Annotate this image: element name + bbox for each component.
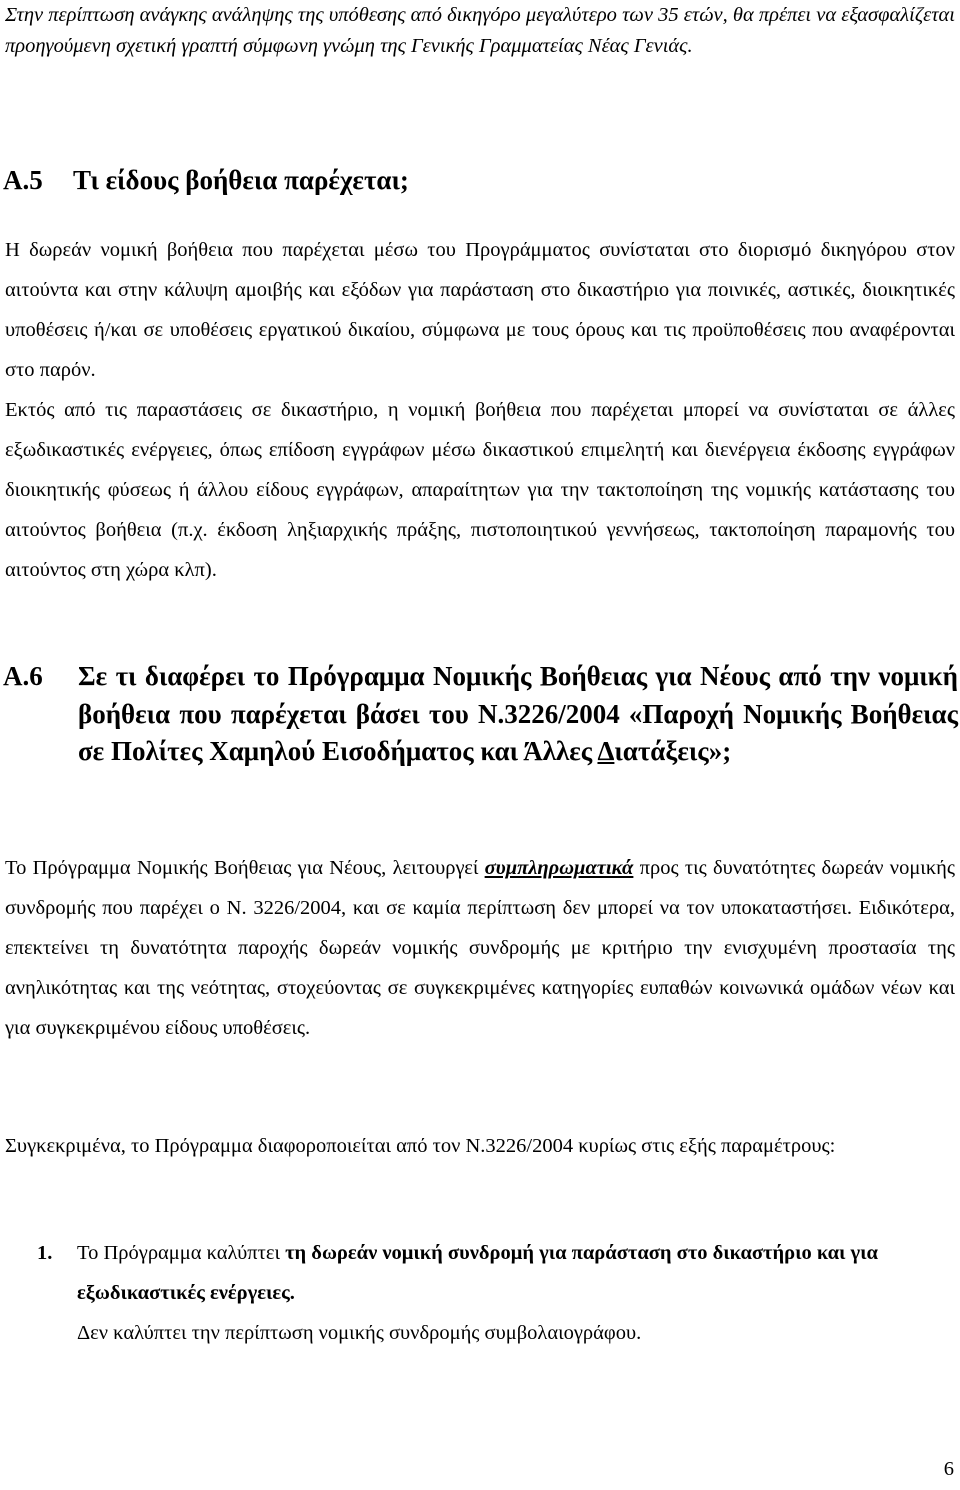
section-a5-paragraph-2: Εκτός από τις παραστάσεις σε δικαστήριο, η νομική βοήθεια που παρέχεται μπορεί να συνίσταται σε άλλες εξωδικαστικές ενέργειες, όπως επίδοση εγγράφων μέσω δικαστικού επιμελητή και διενέργεια έκδοσης εγγράφων διοικητικής φύσεως ή άλλου είδους εγγράφων, απαραίτητων για την τακτοποίηση της νομικής κατάστασης του αιτούντος βοήθεια (π.χ. έκδοση ληξιαρχικής πράξης, πιστοποιητικού γεννήσεως, τακτοποίηση παραμονής του αιτούντος στη χώρα κλπ). [5,399,955,581]
list-item-marker: 1. [37,1242,53,1264]
list-item-note: Δεν καλύπτει την περίπτωση νομικής συνδρομής συμβολαιογράφου. [77,1322,642,1344]
page-number: 6 [943,1458,954,1480]
emphasis-supplementary: συμπληρωματικά [484,857,634,879]
list-item-bold-text: τη δωρεάν νομική συνδρομή για παράσταση στο δικαστήριο και για εξωδικαστικές ενέργειες. [77,1242,878,1304]
section-a5-title: Τι είδους βοήθεια παρέχεται; [73,165,409,195]
section-a6-paragraph-1: Το Πρόγραμμα Νομικής Βοήθειας για Νέους, λειτουργεί συμπληρωματικά προς τις δυνατότητες δωρεάν νομικής συνδρομής που παρέχει ο Ν. 3226/2004, και σε καμία περίπτωση δεν μπορεί να τον υποκαταστήσει. Ειδικότερα, επεκτείνει τη δυνατότητα παροχής δωρεάν νομικής συνδρομής με κριτήριο την ενισχυμένη προστασία της ανηλικότητας και της νεότητας, στοχεύοντας σε συγκεκριμένες κατηγορίες ευπαθών κοινωνικά ομάδων νέων και για συγκεκριμένου είδους υποθέσεις. [5,857,955,1039]
list-item-content: Το Πρόγραμμα καλύπτει τη δωρεάν νομική συνδρομή για παράσταση στο δικαστήριο και για εξωδικαστικές ενέργειες. Δεν καλύπτει την περίπτωση νομικής συνδρομής συμβολαιογράφου. [77,1242,878,1344]
section-a5-number: Α.5 [3,165,43,195]
section-a5-paragraph-1: Η δωρεάν νομική βοήθεια που παρέχεται μέσω του Προγράμματος συνίσταται στο διορισμό δικηγόρου στον αιτούντα και στην κάλυψη αμοιβής και εξόδων για παράσταση στο δικαστήριο για ποινικές, αστικές, διοικητικές υποθέσεις ή/και σε υποθέσεις εργατικού δικαίου, σύμφωνα με τους όρους και τις προϋποθέσεις που αναφέρονται στο παρόν. [5,239,955,381]
section-a6-number: Α.6 [3,661,43,691]
section-a6-title: Σε τι διαφέρει το Πρόγραμμα Νομικής Βοήθειας για Νέους από την νομική βοήθεια που παρέχεται βάσει του Ν.3226/2004 «Παροχή Νομικής Βοήθειας σε Πολίτες Χαμηλού Εισοδήματος και Άλλες Διατάξεις»; [78,661,958,766]
intro-paragraph: Στην περίπτωση ανάγκης ανάληψης της υπόθεσης από δικηγόρο μεγαλύτερο των 35 ετών, θα πρέπει να εξασφαλίζεται προηγούμενη σχετική γραπτή σύμφωνη γνώμη της Γενικής Γραμματείας Νέας Γενιάς. [5,4,955,57]
section-a6-paragraph-2: Συγκεκριμένα, το Πρόγραμμα διαφοροποιείται από τον Ν.3226/2004 κυρίως στις εξής παραμέτρους: [5,1135,836,1157]
section-a5-heading [3,160,953,200]
